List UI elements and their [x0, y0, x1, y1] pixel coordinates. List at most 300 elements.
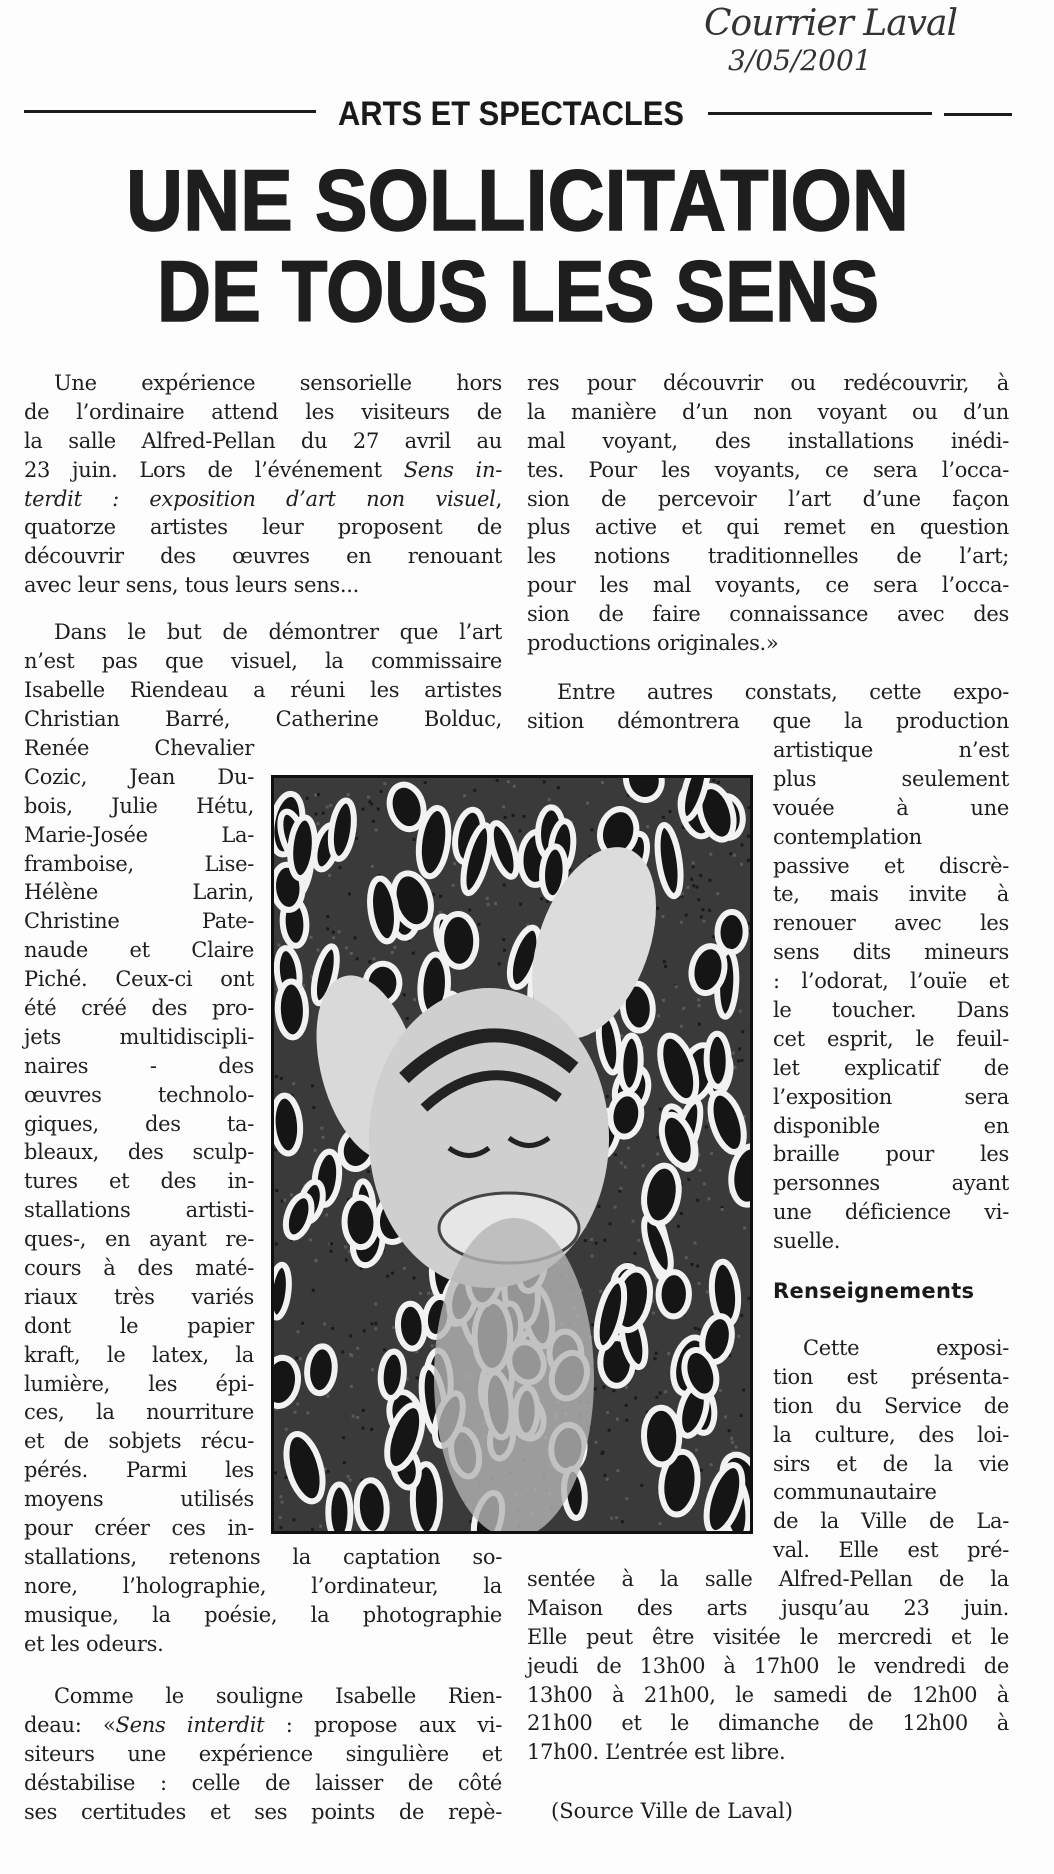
photo-shape: [601, 781, 604, 784]
photo-shape: [274, 1471, 277, 1474]
text-segment: tion est présenta-: [773, 1364, 1009, 1389]
text-line: [24, 1023, 254, 1052]
photo-shape: [737, 1335, 740, 1338]
text-segment: bleaux, des sculp-: [24, 1140, 254, 1165]
photo-shape: [640, 1484, 643, 1487]
photo-shape: [584, 1239, 587, 1242]
text-segment: communautaire: [773, 1480, 937, 1505]
photo-shape: [692, 884, 695, 887]
photo-shape: [590, 828, 593, 831]
paragraph-constats-narrow: [773, 736, 1009, 1256]
photo-shape: [624, 1166, 627, 1169]
photo-shape: [373, 957, 376, 960]
text-segment: Elle peut être visitée le mercredi et le: [527, 1624, 1009, 1649]
photo-shape: [371, 865, 374, 868]
photo-shape: [669, 810, 672, 813]
text-segment: découvrir des œuvres en renouant: [24, 544, 502, 569]
photo-shape: [710, 1152, 713, 1155]
handwritten-publication: Courrier Laval: [704, 3, 957, 44]
subheading-renseignements: Renseignements: [773, 1279, 975, 1303]
photo-shape: [680, 1212, 683, 1215]
photo-shape: [315, 1259, 318, 1262]
photo-shape: [748, 806, 750, 809]
photo-shape: [391, 1272, 394, 1275]
photo-shape: [685, 1256, 688, 1259]
text-line: [527, 369, 1009, 398]
paragraph-intro: [24, 369, 502, 600]
photo-shape: [662, 816, 665, 819]
text-line: [24, 850, 254, 879]
photo-oval: [397, 1303, 426, 1350]
photo-shape: [403, 993, 406, 996]
text-segment: sirs et de la vie: [773, 1451, 1009, 1476]
headline: [0, 150, 1054, 340]
photo-shape: [699, 1169, 702, 1172]
text-segment: cet esprit, le feuil-: [773, 1026, 1009, 1051]
paragraph-quote: [24, 1682, 502, 1826]
photo-shape: [692, 862, 695, 865]
section-label: [336, 92, 688, 132]
photo-shape: [393, 946, 396, 949]
photo-shape: [274, 1148, 277, 1151]
photo-shape: [356, 1347, 359, 1350]
photo-shape: [664, 965, 667, 968]
text-line: [773, 1054, 1009, 1083]
text-line: [24, 734, 254, 763]
photo-shape: [698, 1004, 701, 1007]
photo-shape: [362, 1409, 365, 1412]
photo-shape: [503, 883, 506, 886]
text-line: [527, 427, 1009, 456]
text-segment: Renée Chevalier: [24, 736, 254, 760]
text-line: [24, 1456, 254, 1485]
photo-oval: [344, 1197, 377, 1247]
text-segment: ces, la nourriture: [24, 1400, 254, 1425]
photo-shape: [413, 998, 416, 1001]
text-segment: cours à des maté-: [24, 1256, 254, 1281]
photo-shape: [502, 805, 505, 808]
photo-shape: [486, 897, 489, 900]
paragraph-quote-continued: [527, 369, 1009, 658]
text-line: [24, 1711, 502, 1740]
text-line: [773, 1421, 1009, 1450]
text-line: [24, 1225, 254, 1254]
text-segment: avec leur sens, tous leurs sens...: [24, 573, 360, 598]
photo-shape: [543, 780, 546, 783]
photo-shape: [309, 1238, 312, 1241]
photo-shape: [310, 936, 313, 939]
photo-shape: [354, 936, 357, 939]
photo-shape: [700, 915, 703, 918]
photo-shape: [719, 1389, 722, 1392]
photo-shape: [412, 952, 415, 955]
photo-shape: [707, 1197, 710, 1200]
photo-shape: [406, 1017, 409, 1020]
text-segment: passive et discrè-: [773, 853, 1009, 878]
photo-shape: [292, 1082, 295, 1085]
photo-shape: [721, 1208, 724, 1211]
photo-shape: [698, 1282, 701, 1285]
text-line: [24, 398, 502, 427]
text-segment: été créé des pro-: [24, 996, 254, 1021]
photo-shape: [734, 1066, 737, 1069]
photo-shape: [591, 1255, 594, 1258]
photo-shape: [659, 1391, 662, 1394]
photo-shape: [345, 946, 348, 949]
text-segment: déstabilise : celle de laisser de côté: [24, 1770, 502, 1795]
text-line: [773, 1450, 1009, 1479]
photo-shape: [740, 1414, 743, 1417]
text-line: [24, 936, 254, 965]
photo-shape: [747, 1297, 750, 1300]
photo-shape: [348, 893, 351, 896]
photo-shape: [548, 798, 551, 801]
text-segment: suelle.: [773, 1229, 841, 1254]
photo-shape: [452, 884, 455, 887]
text-segment: kraft, le latex, la: [24, 1342, 254, 1367]
photo-shape: [586, 802, 589, 805]
photo-shape: [503, 949, 506, 952]
photo-shape: [326, 1395, 329, 1398]
photo-shape: [380, 790, 383, 793]
photo-shape: [355, 837, 358, 840]
photo-shape: [371, 1368, 374, 1371]
photo-shape: [625, 1419, 628, 1422]
photo-shape: [494, 902, 497, 905]
photo-shape: [321, 1136, 324, 1139]
photo-shape: [695, 1449, 698, 1452]
text-line: [24, 369, 502, 398]
text-line: [527, 485, 1009, 514]
text-line: [527, 600, 1009, 629]
photo-shape: [297, 1330, 300, 1333]
photo-shape: [656, 1153, 659, 1156]
photo-shape: [687, 1178, 690, 1181]
photo-shape: [311, 1528, 314, 1531]
photo-shape: [326, 915, 329, 918]
paragraph-info: [527, 1565, 1009, 1767]
photo-shape: [741, 1030, 744, 1033]
text-segment: let explicatif de: [773, 1055, 1009, 1080]
photo-shape: [367, 1170, 370, 1173]
text-segment: stallations, retenons la captation so-: [24, 1545, 502, 1569]
photo-shape: [391, 951, 394, 954]
photo-shape: [296, 1403, 299, 1406]
photo-shape: [663, 960, 666, 963]
text-line: [527, 1709, 1009, 1738]
photo-shape: [314, 813, 317, 816]
text-line: [24, 1138, 254, 1167]
photo-shape: [682, 1007, 685, 1010]
photo-shape: [633, 1252, 636, 1255]
photo-shape: [656, 1136, 659, 1139]
photo-shape: [615, 1516, 618, 1519]
text-segment: sition démontrera que la production: [527, 708, 1009, 733]
photo-shape: [590, 1238, 593, 1241]
section-rule-right: [708, 112, 932, 115]
photo-shape: [347, 793, 350, 796]
photo-shape: [383, 782, 386, 785]
photo-shape: [740, 863, 743, 866]
photo-oval: [305, 1345, 337, 1394]
text-line: [24, 1630, 502, 1659]
text-segment: : propose aux vi-: [264, 1712, 502, 1737]
photo-shape: [463, 794, 466, 797]
photo-shape: [595, 1242, 598, 1245]
text-line: [24, 1283, 254, 1312]
text-segment: Isabelle Riendeau a réuni les artistes: [24, 677, 502, 702]
photo-shape: [621, 1520, 624, 1523]
text-segment: giques, des ta-: [24, 1111, 254, 1136]
text-line: [773, 1478, 1009, 1507]
text-line: [24, 1427, 254, 1456]
photo-shape: [614, 1153, 617, 1156]
photo-shape: [730, 1437, 733, 1440]
photo-shape: [616, 1418, 619, 1421]
photo-shape: [747, 859, 750, 862]
photo-shape: [716, 892, 719, 895]
photo-oval: [717, 912, 746, 953]
photo-shape: [652, 1311, 655, 1314]
text-segment: pour créer ces in-: [24, 1516, 254, 1541]
photo-shape: [413, 838, 416, 841]
text-line: [24, 676, 502, 705]
text-segment: la salle Alfred-Pellan du 27 avril au: [24, 428, 502, 453]
text-segment: siteurs une expérience singulière et: [24, 1741, 502, 1766]
photo-shape: [659, 1108, 662, 1111]
headline-line-2: DE TOUS LES SENS: [157, 244, 879, 340]
photo-shape: [341, 1350, 344, 1353]
photo-shape: [695, 886, 698, 889]
text-segment: pour les mal voyants, ce sera l’occa-: [527, 573, 1009, 598]
photo-shape: [331, 1327, 334, 1330]
photo-shape: [512, 814, 515, 817]
photo-shape: [316, 822, 319, 825]
photo-shape: [656, 907, 659, 910]
text-line: [773, 1169, 1009, 1198]
photo-shape: [632, 1220, 635, 1223]
text-line: [24, 792, 254, 821]
photo-shape: [314, 793, 317, 796]
paragraph-artists-end: [24, 1543, 502, 1659]
photo-shape: [661, 915, 664, 918]
text-segment: une déficience vi-: [773, 1200, 1009, 1225]
photo-shape: [507, 780, 510, 783]
text-segment: braille pour les: [773, 1142, 1009, 1167]
photo-shape: [424, 781, 427, 784]
text-segment: plus seulement: [773, 766, 1009, 791]
photo-shape: [498, 962, 501, 965]
photo-shape: [601, 1452, 604, 1455]
text-segment: vouée à une: [773, 795, 1009, 820]
photo-shape: [281, 1501, 284, 1504]
text-segment: disponible en: [773, 1113, 1009, 1138]
photo-shape: [698, 1023, 701, 1026]
photo-shape: [316, 948, 319, 951]
photo-shape: [371, 1322, 374, 1325]
text-segment: : l’odorat, l’ouïe et: [773, 969, 1009, 994]
photo-shape: [477, 923, 480, 926]
photo-shape: [403, 1267, 406, 1270]
photo-shape: [625, 1497, 628, 1500]
photo-shape: [292, 1518, 295, 1521]
photo-shape: [350, 952, 353, 955]
text-segment: Comme le souligne Isabelle Rien-: [54, 1684, 502, 1708]
text-line: [773, 996, 1009, 1025]
text-line: [24, 513, 502, 542]
paragraph-constats: [527, 678, 1009, 736]
photo-shape: [356, 957, 359, 960]
text-line: [773, 880, 1009, 909]
text-line: [527, 1738, 1009, 1767]
photo-shape: [349, 1479, 352, 1482]
photo-shape: [685, 914, 688, 917]
text-line: [24, 878, 254, 907]
artwork-photo: [271, 775, 753, 1534]
text-line: [24, 1485, 254, 1514]
photo-shape: [329, 804, 332, 807]
photo-shape: [374, 1302, 377, 1305]
photo-shape: [739, 1010, 742, 1013]
photo-shape: [637, 1239, 640, 1242]
photo-shape: [519, 903, 522, 906]
text-segment: Piché. Ceux-ci ont: [24, 967, 254, 992]
text-line: [773, 736, 1009, 765]
text-line: [24, 1398, 254, 1427]
text-line: [24, 571, 502, 600]
photo-body: [434, 1218, 594, 1531]
photo-shape: [320, 1127, 323, 1130]
photo-shape: [616, 1469, 619, 1472]
photo-shape: [657, 1014, 660, 1017]
photo-oval: [643, 1407, 680, 1465]
text-line: [773, 1507, 1009, 1536]
text-segment: les notions traditionnelles de l’art;: [527, 544, 1009, 569]
photo-shape: [275, 1189, 278, 1192]
photo-shape: [655, 1396, 658, 1399]
photo-oval: [706, 1033, 729, 1087]
photo-shape: [344, 1245, 347, 1248]
text-segment: sion de faire connaissance avec des: [527, 602, 1009, 627]
text-line: [773, 852, 1009, 881]
photo-shape: [591, 1323, 594, 1326]
text-line: [24, 1052, 254, 1081]
text-segment: de l’ordinaire attend les visiteurs de: [24, 399, 502, 424]
photo-shape: [625, 1404, 628, 1407]
text-line: [527, 678, 1009, 707]
photo-shape: [697, 1328, 700, 1331]
text-segment: Entre autres constats, cette expo-: [557, 680, 1009, 704]
text-segment: sentée à la salle Alfred-Pellan de la: [527, 1567, 1009, 1591]
photo-shape: [352, 1415, 355, 1418]
photo-shape: [728, 1429, 731, 1432]
text-line: [24, 705, 502, 734]
text-line: [24, 1110, 254, 1139]
photo-shape: [496, 779, 499, 782]
photo-shape: [599, 1290, 602, 1293]
text-line: [24, 1682, 502, 1711]
photo-shape: [473, 789, 476, 792]
text-segment: dont le papier: [24, 1313, 254, 1338]
photo-shape: [350, 1385, 353, 1388]
photo-shape: [694, 1242, 697, 1245]
photo-shape: [356, 1416, 359, 1419]
text-line: [24, 1601, 502, 1630]
photo-shape: [696, 1199, 699, 1202]
photo-shape: [279, 1516, 282, 1519]
italic-text: Sens in-: [403, 457, 502, 482]
text-segment: Dans le but de démontrer que l’art: [54, 620, 502, 644]
text-line: [24, 1740, 502, 1769]
photo-shape: [614, 1206, 617, 1209]
photo-shape: [367, 796, 370, 799]
text-segment: œuvres technolo-: [24, 1082, 254, 1107]
text-segment: 13h00 à 21h00, le samedi de 12h00 à: [527, 1682, 1009, 1707]
text-segment: val. Elle est pré-: [773, 1538, 1009, 1563]
photo-shape: [732, 1051, 735, 1054]
photo-shape: [338, 866, 341, 869]
photo-shape: [740, 1314, 743, 1317]
text-line: [24, 763, 254, 792]
text-segment: naude et Claire: [24, 938, 254, 963]
photo-shape: [680, 921, 683, 924]
photo-oval: [277, 981, 307, 1038]
text-line: [24, 1196, 254, 1225]
text-segment: Christine Pate-: [24, 909, 254, 934]
photo-shape: [312, 1289, 315, 1292]
photo-shape: [370, 1428, 373, 1431]
photo-shape: [319, 1525, 322, 1528]
text-line: [24, 1543, 502, 1572]
headline-line-1: UNE SOLLICITATION: [126, 153, 909, 249]
photo-shape: [606, 1095, 609, 1098]
text-line: [24, 1572, 502, 1601]
photo-shape: [487, 903, 490, 906]
text-segment: nore, l’holographie, l’ordinateur, la: [24, 1573, 502, 1598]
text-line: [773, 1536, 1009, 1565]
paragraph-artists-narrow: [24, 734, 254, 1543]
photo-oval: [619, 1035, 642, 1091]
text-line: [24, 427, 502, 456]
photo-shape: [413, 1276, 416, 1279]
photo-shape: [740, 1059, 743, 1062]
text-segment: 23 juin. Lors de l’événement: [24, 457, 404, 482]
artwork-photo-image: [274, 778, 750, 1531]
photo-shape: [729, 852, 732, 855]
photo-shape: [708, 909, 711, 912]
text-segment: moyens utilisés: [24, 1487, 254, 1512]
photo-shape: [317, 793, 320, 796]
photo-shape: [427, 1292, 430, 1295]
photo-shape: [708, 879, 711, 882]
photo-shape: [513, 785, 516, 788]
text-line: [773, 1083, 1009, 1112]
text-line: [24, 647, 502, 676]
photo-shape: [608, 1429, 611, 1432]
photo-shape: [709, 853, 712, 856]
text-segment: ques-, en ayant re-: [24, 1227, 254, 1252]
text-segment: n’est pas que visuel, la commissaire: [24, 648, 502, 673]
photo-shape: [594, 1441, 597, 1444]
photo-shape: [328, 874, 331, 877]
text-line: [527, 571, 1009, 600]
photo-shape: [690, 878, 693, 881]
text-segment: Cette exposi-: [803, 1336, 1009, 1360]
text-line: [24, 1341, 254, 1370]
photo-shape: [604, 1474, 607, 1477]
photo-shape: [717, 781, 720, 784]
text-segment: bois, Julie Hétu,: [24, 793, 254, 818]
